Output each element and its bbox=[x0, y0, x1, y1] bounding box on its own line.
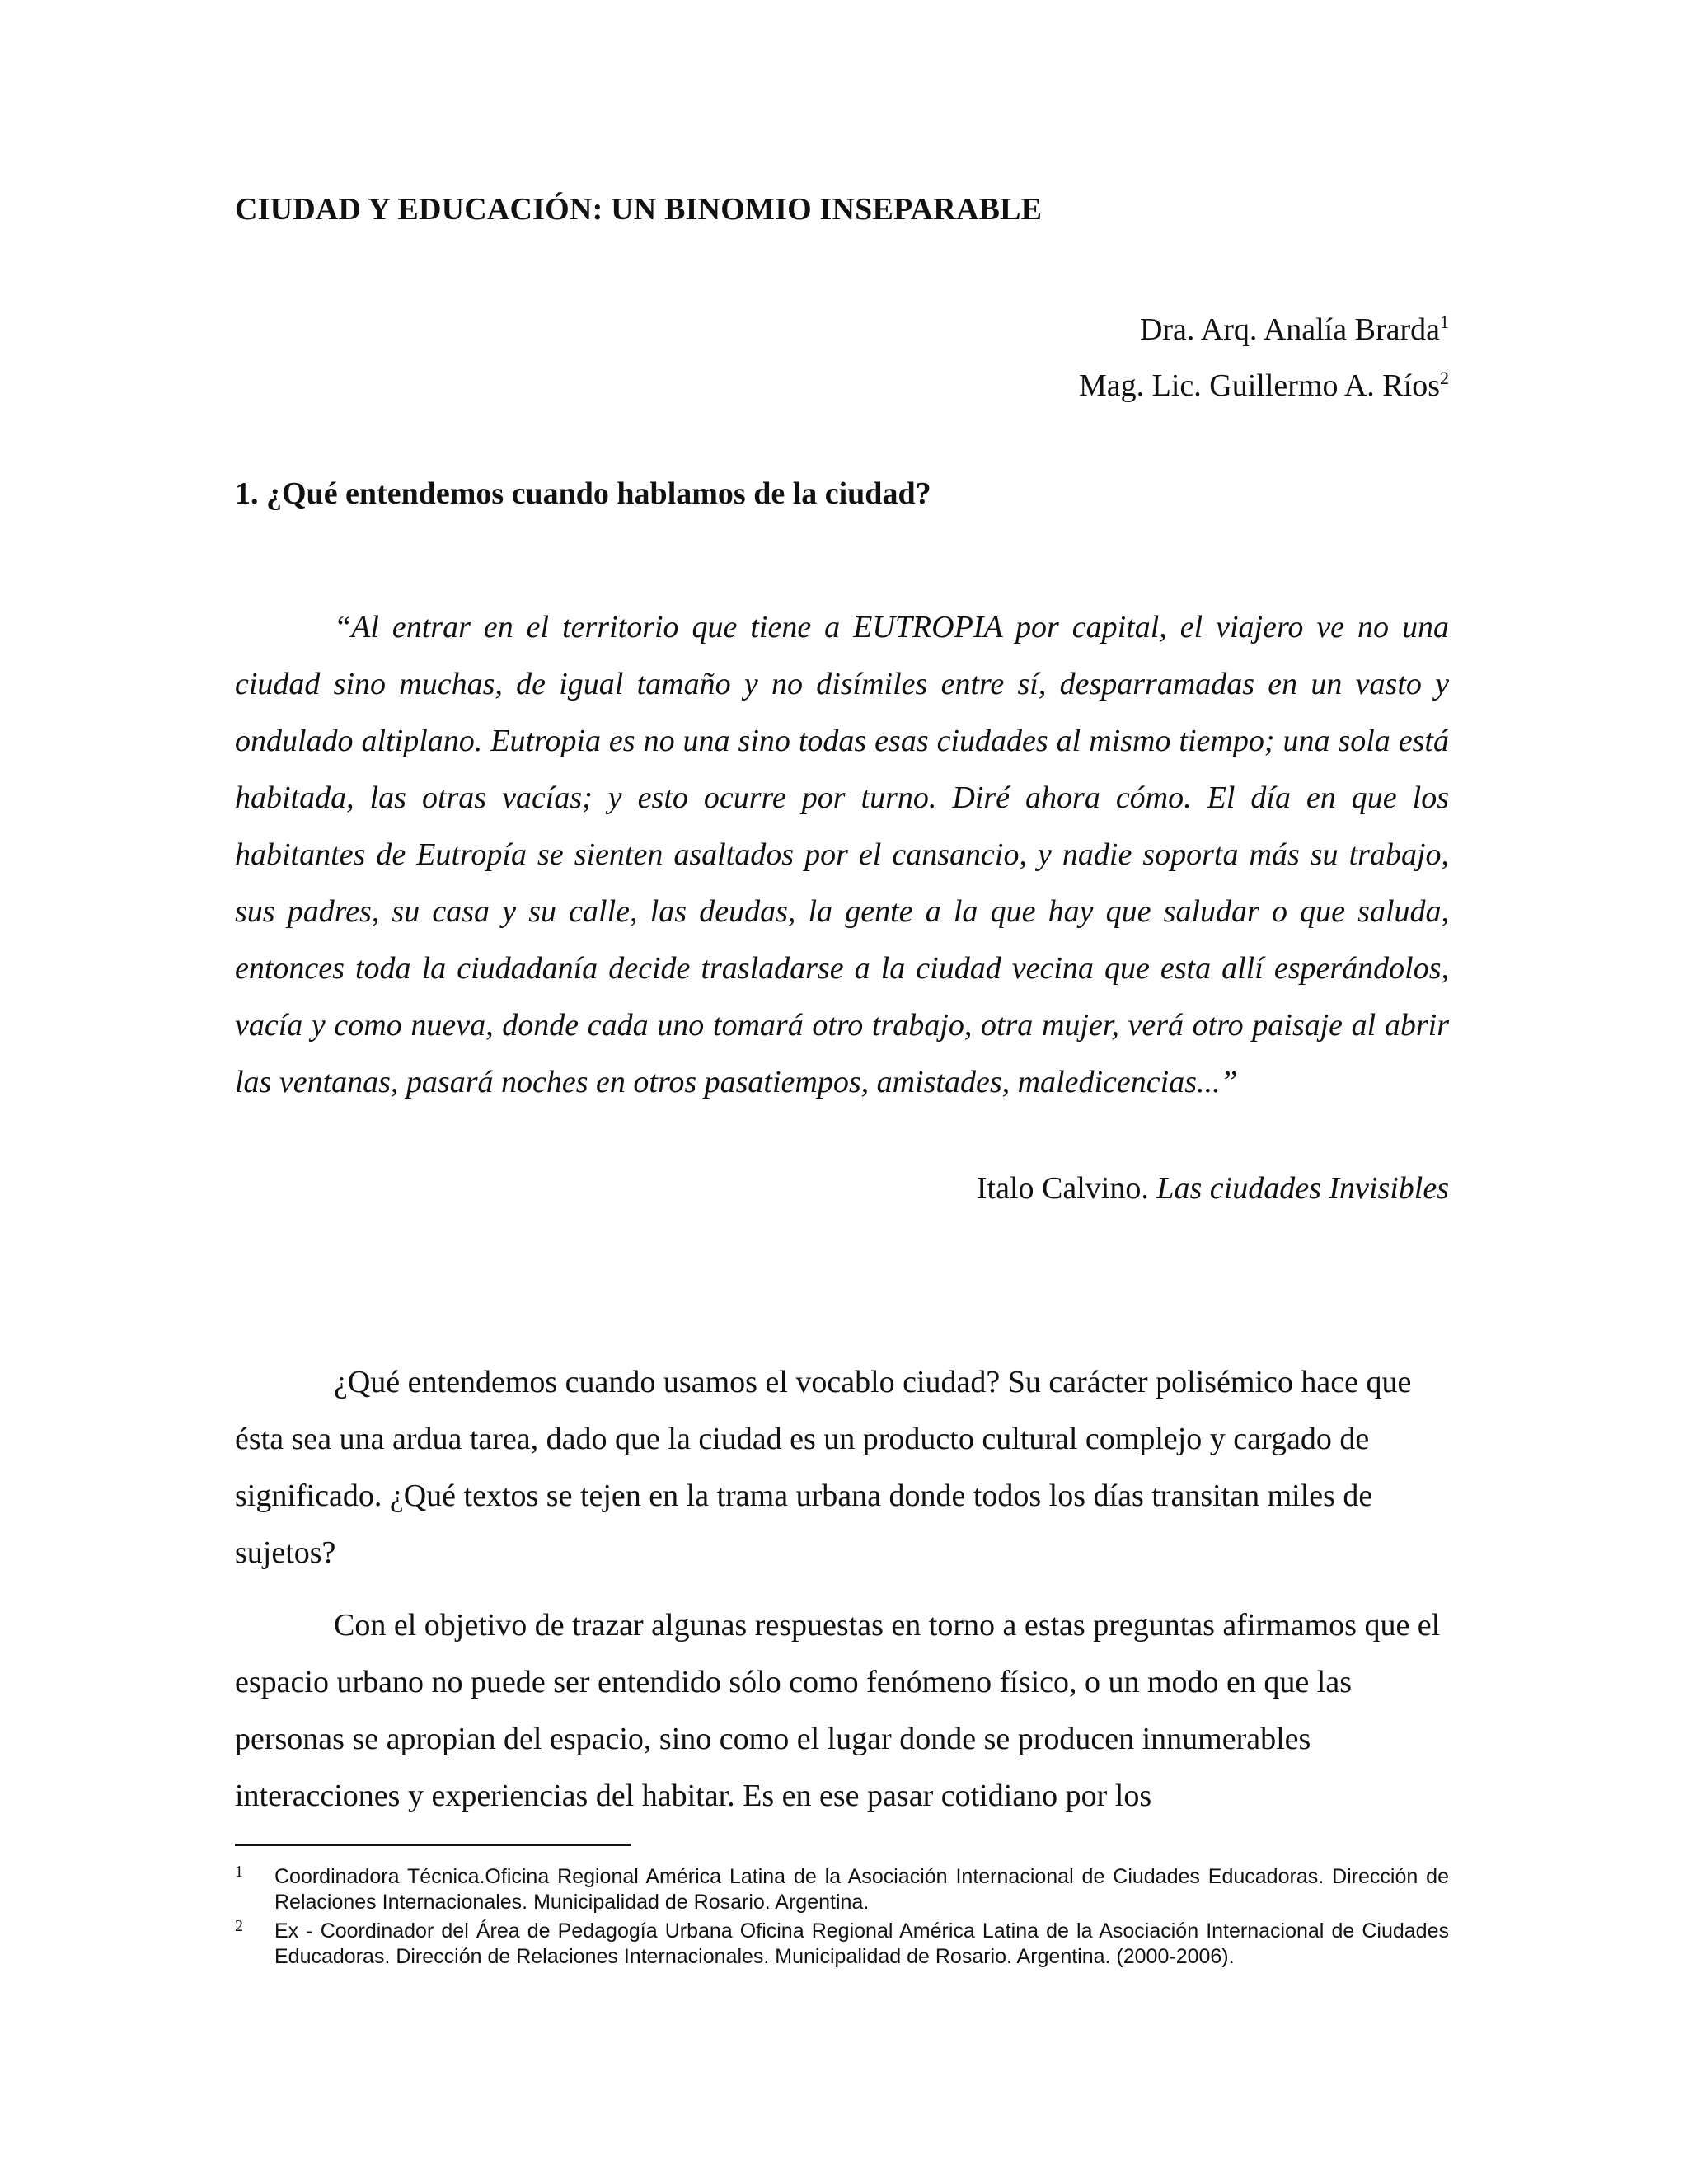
body-text bbox=[235, 1354, 1449, 1840]
author-line bbox=[1079, 302, 1449, 358]
footnote-reference[interactable]: 1 bbox=[1440, 312, 1449, 332]
body-paragraph: Con el objetivo de trazar algunas respuestas en torno a estas preguntas afirmamos que el espacio urbano no puede ser entendido sólo como fenómeno físico, o un modo en que las personas se apropian del espacio, sino como el lugar donde se producen innumerables interacciones y experiencias del habitar. Es en ese pasar cotidiano por los bbox=[235, 1608, 1441, 1813]
footnote-number: 2 bbox=[235, 1917, 243, 1935]
epigraph-source bbox=[977, 1170, 1449, 1207]
epigraph-quote: “Al entrar en el territorio que tiene a EUTROPIA por capital, el viajero ve no una ciudad sino muchas, de igual tamaño y no disímiles entre sí, desparramadas en un vasto y ondulado altiplano. Eutropia es no una sino todas esas ciudades al mismo tiempo; una sola está habitada, las otras vacías; y esto ocurre por turno. Diré ahora cómo. El día en que los habitantes de Eutropía se sienten asaltados por el cansancio, y nadie soporta más su trabajo, sus padres, su casa y su calle, las deudas, la gente a la que hay que saludar o que saluda, entonces toda la ciudadanía decide trasladarse a la ciudad vecina que esta allí esperándolos, vacía y como nueva, donde cada uno tomará otro trabajo, otra mujer, verá otro paisaje al abrir las ventanas, pasará noches en otros pasatiempos, amistades, maledicencias...” bbox=[235, 610, 1449, 1099]
document-title: CIUDAD Y EDUCACIÓN: UN BINOMIO INSEPARABLE bbox=[235, 192, 1043, 227]
section-heading: 1. ¿Qué entendemos cuando hablamos de la ciudad? bbox=[235, 476, 931, 511]
footnote-separator bbox=[235, 1844, 631, 1846]
footnote-reference[interactable]: 2 bbox=[1440, 368, 1449, 388]
body-paragraph: ¿Qué entendemos cuando usamos el vocablo ciudad? Su carácter polisémico hace que ésta sea una ardua tarea, dado que la ciudad es un producto cultural complejo y cargado de significado. ¿Qué textos se tejen en la trama urbana donde todos los días transitan miles de sujetos? bbox=[235, 1365, 1412, 1570]
author-name: Dra. Arq. Analía Brarda bbox=[1139, 312, 1440, 347]
footnote-text: Ex - Coordinador del Área de Pedagogía Urbana Oficina Regional América Latina de la Asociación Internacional de Ciudades Educadoras. Dirección de Relaciones Internacionales. Municipalidad de Rosario. Argentina. (2000-2006). bbox=[274, 1919, 1449, 1968]
author-list bbox=[1079, 302, 1449, 414]
epigraph-work-title: Las ciudades Invisibles bbox=[1156, 1171, 1449, 1206]
footnote bbox=[235, 1864, 1449, 1915]
footnotes bbox=[235, 1864, 1449, 1973]
author-line bbox=[1079, 358, 1449, 414]
footnote-number: 1 bbox=[235, 1863, 243, 1881]
footnote bbox=[235, 1919, 1449, 1970]
author-name: Mag. Lic. Guillermo A. Ríos bbox=[1078, 368, 1440, 403]
footnote-text: Coordinadora Técnica.Oficina Regional América Latina de la Asociación Internacional de Ciudades Educadoras. Dirección de Relaciones Internacionales. Municipalidad de Rosario. Argentina. bbox=[274, 1865, 1449, 1914]
epigraph-author: Italo Calvino. bbox=[976, 1171, 1157, 1206]
